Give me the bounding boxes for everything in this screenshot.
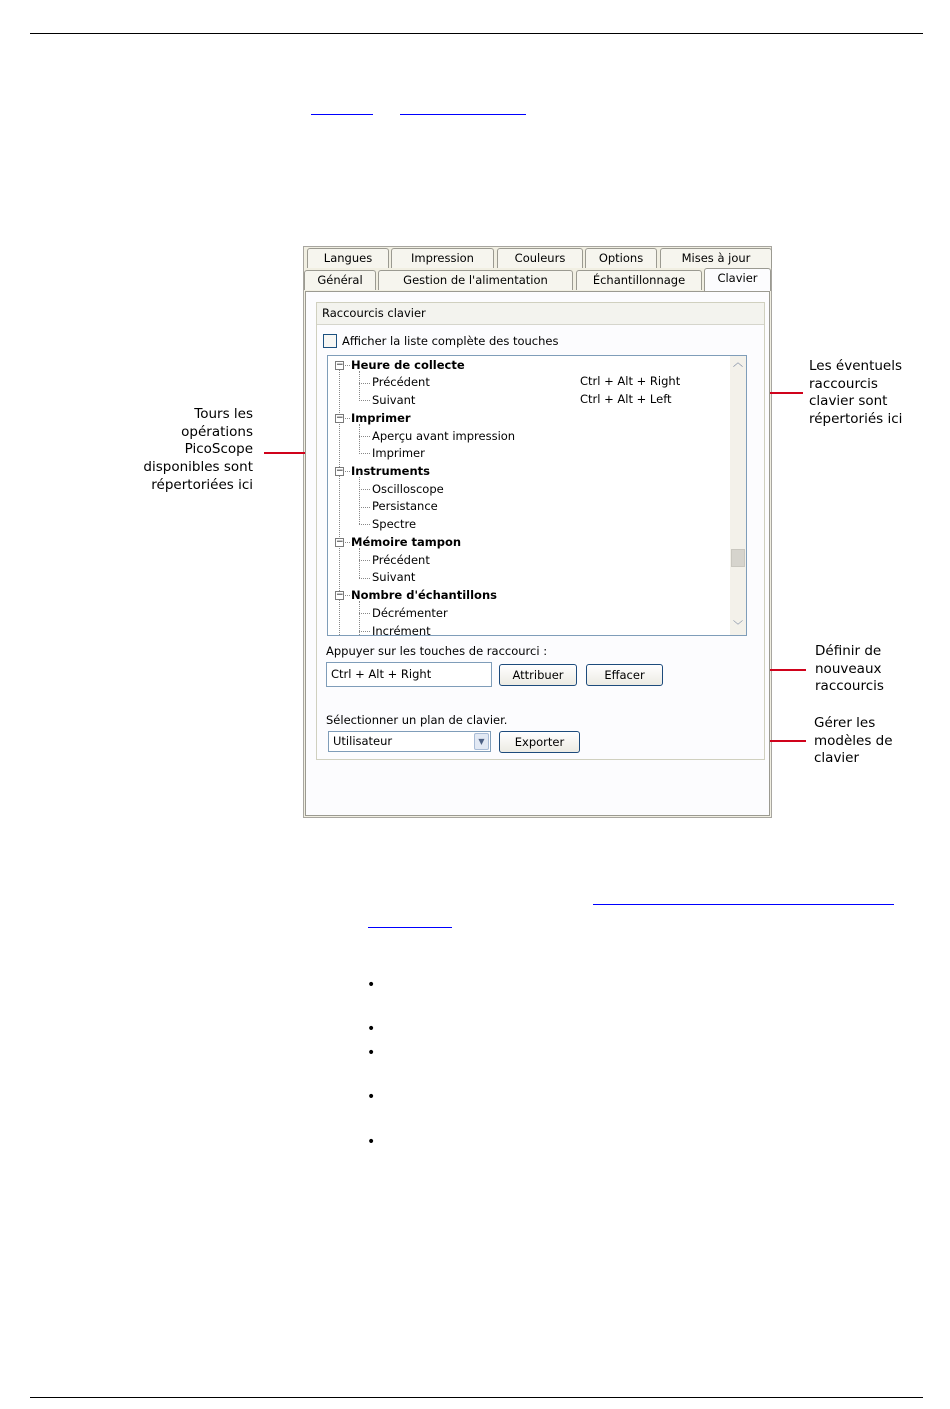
scroll-down-icon[interactable]: ﹀ <box>733 621 743 632</box>
callout-line-text: PicoScope <box>184 441 253 458</box>
bullet-icon <box>367 1049 375 1057</box>
tree-line <box>359 524 370 525</box>
scroll-thumb[interactable] <box>731 549 745 567</box>
callout-line-text: Les éventuels <box>809 358 903 374</box>
tree-line <box>359 613 370 614</box>
callout-line-text: clavier sont <box>809 393 888 410</box>
tab-options[interactable]: Options <box>585 248 657 268</box>
footer-rule <box>30 1397 923 1398</box>
tab-langues[interactable]: Langues <box>307 248 389 268</box>
show-all-keys-label: Afficher la liste complète des touches <box>342 334 559 348</box>
shortcuts-group <box>316 302 765 760</box>
bullet-icon <box>367 1138 375 1146</box>
tree-group-imprimer[interactable]: Imprimer <box>351 411 411 425</box>
tree-line <box>359 436 370 437</box>
tree-line <box>345 418 350 419</box>
tab-couleurs[interactable]: Couleurs <box>497 248 583 268</box>
keymap-select[interactable] <box>328 731 491 752</box>
tree-group-nombre-echantillons[interactable]: Nombre d'échantillons <box>351 588 497 602</box>
tree-item[interactable]: Précédent <box>372 375 430 389</box>
bullet-icon <box>367 1025 375 1033</box>
collapse-icon[interactable]: − <box>336 590 344 600</box>
chevron-down-icon[interactable]: ▼ <box>474 733 489 750</box>
collapse-icon[interactable]: − <box>336 466 344 476</box>
callout-line-text: raccourcis <box>815 678 884 695</box>
tree-group-instruments[interactable]: Instruments <box>351 464 430 478</box>
link-underline-2[interactable] <box>400 114 526 115</box>
tab-clavier[interactable]: Clavier <box>704 268 771 291</box>
collapse-icon[interactable]: − <box>336 413 344 423</box>
tree-line <box>359 548 360 578</box>
tree-scrollbar[interactable] <box>730 356 746 635</box>
tree-line <box>359 424 360 454</box>
tree-line <box>359 489 370 490</box>
callout-operations <box>120 406 253 495</box>
callout-define-shortcuts <box>815 643 935 696</box>
keymap-label: Sélectionner un plan de clavier. <box>326 713 508 727</box>
tree-item[interactable]: Suivant <box>372 570 416 584</box>
shortcut-tree[interactable] <box>327 355 747 636</box>
callout-line-text: nouveaux <box>815 660 882 677</box>
collapse-icon[interactable]: − <box>336 537 344 547</box>
assign-button[interactable]: Attribuer <box>499 664 577 686</box>
bullet-icon <box>367 1093 375 1101</box>
tree-item[interactable]: Suivant <box>372 393 416 407</box>
callout-existing-shortcuts <box>809 358 939 429</box>
callout-manage-keymaps <box>814 715 934 768</box>
link-underline-3[interactable] <box>593 904 894 905</box>
callout-line-text: opérations <box>181 423 253 440</box>
tree-line <box>345 542 350 543</box>
link-underline-4[interactable] <box>368 927 452 928</box>
group-title: Raccourcis clavier <box>317 303 764 325</box>
callout-line-text: raccourcis <box>809 375 878 392</box>
tree-item[interactable]: Précédent <box>372 553 430 567</box>
tree-line <box>345 365 350 366</box>
tab-echantillonnage[interactable]: Échantillonnage <box>576 270 702 290</box>
tree-group-heure-collecte[interactable]: Heure de collecte <box>351 358 465 372</box>
tree-item-shortcut: Ctrl + Alt + Right <box>580 374 681 388</box>
tree-line <box>359 560 370 561</box>
tree-item-shortcut: Ctrl + Alt + Left <box>580 392 672 406</box>
callout-line-text: Définir de <box>815 643 882 659</box>
link-underline-1[interactable] <box>311 114 373 115</box>
header-rule <box>30 33 923 34</box>
tree-item[interactable]: Oscilloscope <box>372 482 444 496</box>
preferences-dialog <box>303 246 772 818</box>
tree-item[interactable]: Imprimer <box>372 446 425 460</box>
tree-line <box>359 453 370 454</box>
tab-general[interactable]: Général <box>304 270 376 290</box>
tree-line <box>345 471 350 472</box>
tree-item[interactable]: Décrémenter <box>372 606 448 620</box>
shortcut-input[interactable]: Ctrl + Alt + Right <box>326 662 492 687</box>
press-keys-label: Appuyer sur les touches de raccourci : <box>326 644 548 658</box>
tree-item[interactable]: Incrément <box>372 624 431 636</box>
callout-line-text: Gérer les <box>814 715 876 731</box>
tree-group-memoire-tampon[interactable]: Mémoire tampon <box>351 535 462 549</box>
tree-item[interactable]: Aperçu avant impression <box>372 429 516 443</box>
scroll-up-icon[interactable]: ︿ <box>733 358 743 369</box>
tab-gestion-alimentation[interactable]: Gestion de l'alimentation <box>378 270 573 290</box>
clavier-panel <box>305 291 770 816</box>
clear-button[interactable]: Effacer <box>586 664 663 686</box>
tab-impression[interactable]: Impression <box>391 248 494 268</box>
keymap-selected-value: Utilisateur <box>333 734 393 748</box>
callout-line-text: modèles de <box>814 732 893 749</box>
tree-line <box>359 601 360 635</box>
bullet-icon <box>367 981 375 989</box>
tree-line <box>359 400 370 401</box>
tree-line <box>359 371 360 401</box>
tree-line <box>359 578 370 579</box>
tree-line <box>359 507 370 508</box>
export-button[interactable]: Exporter <box>499 731 580 753</box>
collapse-icon[interactable]: − <box>336 360 344 370</box>
tree-line <box>359 383 370 384</box>
callout-line-text: répertoriées ici <box>151 476 253 493</box>
callout-line-text: répertoriés ici <box>809 411 903 428</box>
tree-item[interactable]: Spectre <box>372 517 417 531</box>
tree-line <box>359 631 370 632</box>
callout-line-text: clavier <box>814 750 860 767</box>
tree-content <box>328 356 732 635</box>
callout-line-text: disponibles sont <box>143 459 253 476</box>
tree-line <box>359 477 360 524</box>
show-all-keys-row[interactable] <box>323 333 558 349</box>
tree-item[interactable]: Persistance <box>372 499 438 513</box>
tab-mises-a-jour[interactable]: Mises à jour <box>660 248 772 268</box>
show-all-keys-checkbox[interactable] <box>323 334 337 348</box>
tree-line <box>345 595 350 596</box>
callout-line-text: Tours les <box>194 406 253 422</box>
